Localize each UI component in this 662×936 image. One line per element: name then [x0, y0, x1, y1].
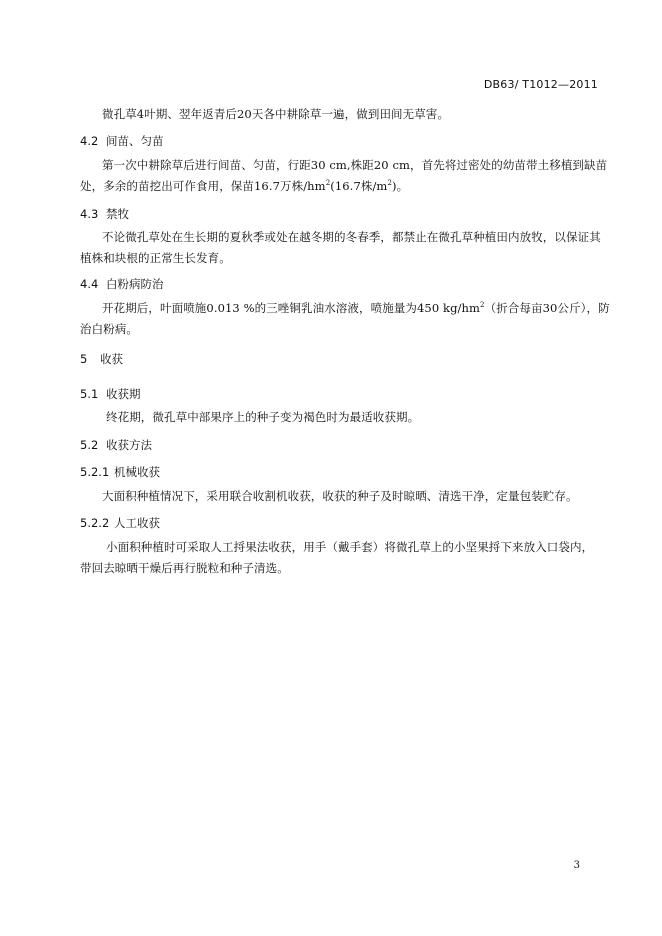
section-4-2-line-1: 第一次中耕除草后进行间苗、匀苗，行距30 cm,株距20 cm，首先将过密处的幼苗带土移植到缺苗: [102, 158, 608, 172]
intro-paragraph: 微孔草4叶期、翌年返青后20天各中耕除草一遍，做到田间无草害。: [102, 107, 450, 121]
section-4-2-heading: [80, 133, 164, 149]
section-5-2-1-line-1: 大面积种植情况下，采用联合收割机收获，收获的种子及时晾晒、清选干净，定量包装贮存。: [102, 489, 578, 503]
text-run: )。: [392, 179, 409, 193]
section-5-1-heading: [80, 386, 141, 402]
section-title: 间苗、匀苗: [106, 134, 164, 148]
section-5-2-2-line-1: 小面积种植时可采取人工捋果法收获，用手（戴手套）将微孔草上的小坚果捋下来放入口袋内，: [106, 540, 594, 554]
section-5-2-heading: [80, 437, 152, 453]
section-5-2-2-line-2: 带回去晾晒干燥后再行脱粒和种子清选。: [80, 561, 289, 575]
section-5-2-1-heading: [80, 464, 160, 480]
superscript: 2: [325, 179, 331, 188]
section-number: 4.2: [80, 134, 99, 148]
superscript: 2: [480, 301, 485, 310]
section-number: 5.2.1: [80, 465, 110, 479]
section-title: 收获方法: [106, 438, 152, 452]
superscript: 2: [387, 179, 392, 188]
section-5-2-2-heading: [80, 515, 160, 531]
text-run: (16.7株/m: [330, 179, 388, 193]
section-4-2-line-2: [80, 176, 408, 197]
section-number: 4.3: [80, 207, 99, 221]
section-title: 机械收获: [114, 465, 160, 479]
text-run: 开花期后，叶面喷施0.013 %的三唑铜乳油水溶液，喷施量为450 kg/hm: [102, 301, 481, 315]
section-4-3-line-1: 不论微孔草处在生长期的夏秋季或处在越冬期的冬春季，都禁止在微孔草种植田内放牧，以保证其: [102, 230, 601, 244]
section-title: 收获: [100, 352, 123, 366]
section-number: 5.2.2: [80, 516, 110, 530]
section-5-heading: [80, 351, 123, 367]
document-code-header: DB63/ T1012—2011: [483, 78, 598, 91]
text-run: 处，多余的苗挖出可作食用，保苗16.7万株/hm: [80, 179, 326, 193]
section-4-4-line-2: 治白粉病。: [80, 322, 138, 336]
section-number: 4.4: [80, 277, 99, 291]
section-4-4-heading: [80, 276, 164, 292]
section-4-3-heading: [80, 206, 129, 222]
section-4-4-line-1: [102, 298, 610, 319]
section-4-3-line-2: 植株和块根的正常生长发育。: [80, 251, 231, 265]
section-number: 5: [80, 352, 88, 366]
section-number: 5.2: [80, 438, 99, 452]
text-run: （折合每亩30公斤），防: [484, 301, 610, 315]
section-5-1-line-1: 终花期，微孔草中部果序上的种子变为褐色时为最适收获期。: [106, 410, 420, 424]
section-title: 收获期: [106, 387, 141, 401]
section-number: 5.1: [80, 387, 99, 401]
page-number: 3: [573, 860, 580, 871]
section-title: 禁牧: [106, 207, 129, 221]
section-title: 白粉病防治: [106, 277, 164, 291]
section-title: 人工收获: [114, 516, 160, 530]
